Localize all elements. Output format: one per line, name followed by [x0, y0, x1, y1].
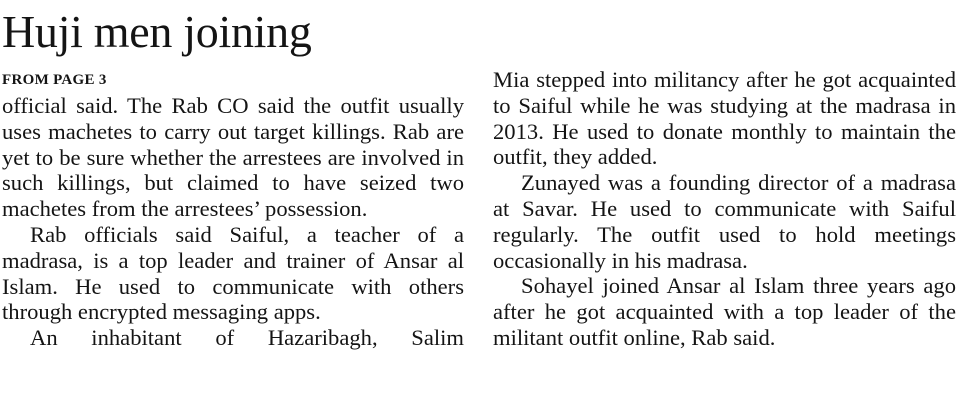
- paragraph-continued: official said. The Rab CO said the outfit usually uses machetes to carry out target killings. Rab are yet to be sure whether the arrestees are involved in such killings, but claimed to have seized two machetes from the arrestees’ possession.: [2, 93, 464, 222]
- paragraph: An inhabitant of Hazaribagh, Salim: [30, 325, 464, 351]
- paragraph: Sohayel joined Ansar al Islam three years ago after he got acquainted with a top leader of the militant outfit online, Rab said.: [493, 273, 956, 350]
- jump-line: FROM PAGE 3: [2, 72, 107, 88]
- paragraph: Rab officials said Saiful, a teacher of a madrasa, is a top leader and trainer of Ansar al Islam. He used to communicate with others through encrypted messaging apps.: [2, 221, 464, 325]
- article-column-right: [493, 67, 956, 351]
- paragraph: Zunayed was a founding director of a madrasa at Savar. He used to communicate with Saiful regularly. The outfit used to hold meetings occasionally in his madrasa.: [493, 170, 956, 273]
- article-column-left: [2, 93, 464, 351]
- paragraph-continued: Mia stepped into militancy after he got acquainted to Saiful while he was studying at the madrasa in 2013. He used to donate monthly to maintain the outfit, they added.: [493, 67, 956, 170]
- headline: Huji men joining: [2, 6, 312, 57]
